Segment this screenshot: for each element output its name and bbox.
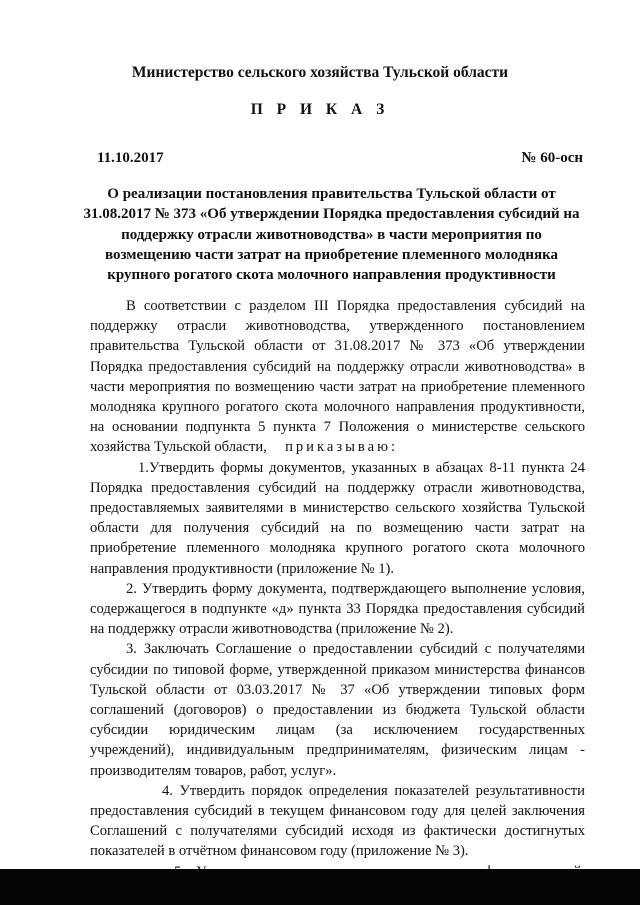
ministry-name: Министерство сельского хозяйства Тульской области [131,64,509,81]
preamble-paragraph [90,296,585,458]
order-subject: О реализации постановления правительства Тульской области от 31.08.2017 № 373 «Об утверждении Порядка предоставления субсидий на поддержку отрасли животноводства» в части мероприятия по возмещению части затрат на приобретение племенного молодняка крупного рогатого скота молочного направления продуктивности [83,186,580,284]
order-item-1: 1.Утвердить формы документов, указанных в абзацах 8-11 пункта 24 Порядка предоставления субсидий на поддержку отрасли животноводства, предоставляемых заявителями в министерство сельского хозяйства Тульской области для получения субсидий на по возмещению части затрат на приобретение племенного молодняка крупного рогатого скота молочного направления продуктивности (приложение № 1). [90,459,585,577]
order-word: приказываю: [285,439,399,456]
scan-edge-bar [0,869,640,905]
document-type: П Р И К А З [250,101,390,118]
order-number: № 60-осн [521,150,583,166]
order-item-3: 3. Заключать Соглашение о предоставлении субсидий с получателями субсидии по типовой форме, утвержденной приказом министерства финансов Тульской области от 03.03.2017 № 37 «Об утверждении типовых форм соглашений (договоров) о предоставлении из бюджета Тульской области субсидии юридическим лицам (за исключением государственных учреждений), индивидуальным предпринимателям, физическим лицам - производителям товаров, работ, услуг». [90,641,585,779]
order-item-2: 2. Утвердить форму документа, подтверждающего выполнение условия, содержащегося в подпункте «д» пункта 33 Порядка предоставления субсидий на поддержку отрасли животноводства (приложение № 2). [90,580,585,638]
order-date: 11.10.2017 [97,150,164,166]
preamble-text: В соответствии с разделом III Порядка предоставления субсидий на поддержку отрасли животноводства, утвержденного постановлением правительства Тульской области от 31.08.2017 № 373 «Об утверждении Порядка предоставления субсидий на поддержку отрасли животноводства» в части мероприятия по возмещению части затрат на приобретение племенного молодняка крупного рогатого скота молочного направления продуктивности, на основании подпункта 5 пункта 7 Положения о министерстве сельского хозяйства Тульской области, [90,298,585,456]
order-body [90,296,585,902]
order-item-4: 4. Утвердить порядок определения показателей результативности предоставления субсидий в текущем финансовом году для целей заключения Соглашений с получателями субсидий исходя из фактически достигнутых показателей в отчётном финансовом году (приложение № 3). [90,782,585,860]
